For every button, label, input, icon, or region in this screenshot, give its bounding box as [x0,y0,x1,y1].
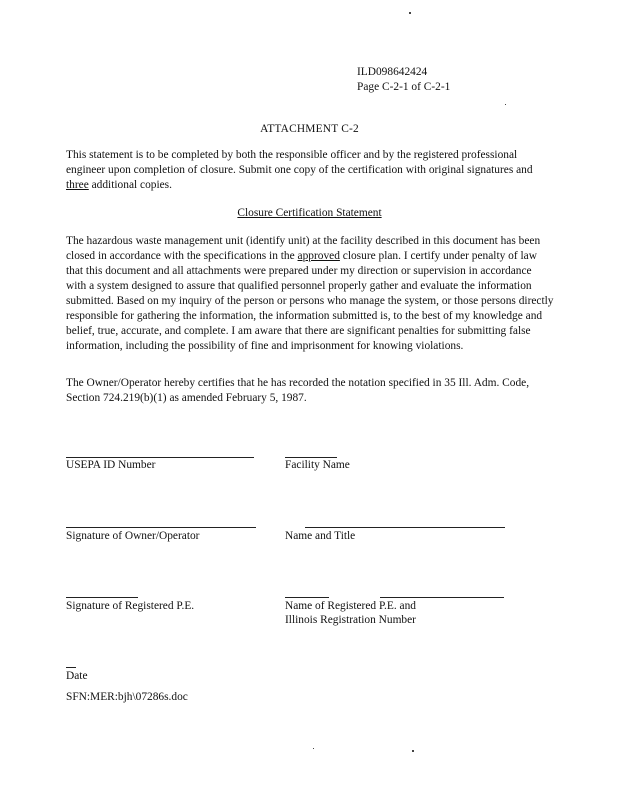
pe-signature-label: Signature of Registered P.E. [66,600,195,612]
certification-statement [66,234,554,354]
statement-emphasis: approved [297,250,340,262]
name-title-line[interactable] [305,527,505,528]
pe-registration-label: Illinois Registration Number [285,614,416,626]
owner-signature-label: Signature of Owner/Operator [66,530,200,542]
page-reference: Page C-2-1 of C-2-1 [357,81,451,93]
pe-name-line-a[interactable] [285,597,329,598]
scan-speck [409,12,411,14]
attachment-title: ATTACHMENT C-2 [260,123,359,135]
intro-text-b: additional copies. [88,179,172,191]
date-line[interactable] [66,667,76,668]
name-title-label: Name and Title [285,530,356,542]
document-id: ILD098642424 [357,66,428,78]
pe-signature-line[interactable] [66,597,138,598]
statement-text-b: closure plan. I certify under penalty of law that this document and all attachments were prepared under my direction or supervision in accordance with a system designed to assure that qualified personnel properly gather and evaluate the information submitted. Based on my inquiry of the person or persons who manage the system, or those persons directly responsible for gathering the information, the information submitted is, to the best of my knowledge and belief, true, accurate, and complete. I am aware that there are significant penalties for submitting false information, including the possibility of fine and imprisonment for knowing violations. [66,250,554,352]
intro-text-a: This statement is to be completed by both the responsible officer and by the registered professional engineer upon completion of closure. Submit one copy of the certification with original signatures and [66,149,533,176]
owner-statement: The Owner/Operator hereby certifies that he has recorded the notation specified in 35 Ill. Adm. Code, Section 724.219(b)(1) as amended February 5, 1987. [66,377,530,404]
intro-emphasis: three [66,179,89,191]
usepa-id-label: USEPA ID Number [66,459,156,471]
scan-speck [313,748,314,749]
statement-text-a: The hazardous waste management unit (identify unit) at the facility described in this document has been closed in accordance with the specifications in the [66,235,541,262]
facility-name-label: Facility Name [285,459,350,471]
pe-name-label: Name of Registered P.E. and [285,600,416,612]
pe-name-line-b[interactable] [380,597,504,598]
scan-speck [505,104,506,105]
date-label: Date [66,670,88,682]
file-reference: SFN:MER:bjh\07286s.doc [66,691,188,703]
section-title: Closure Certification Statement [237,207,382,219]
owner-signature-line[interactable] [66,527,256,528]
scan-speck [412,750,414,752]
intro-paragraph [66,148,554,193]
